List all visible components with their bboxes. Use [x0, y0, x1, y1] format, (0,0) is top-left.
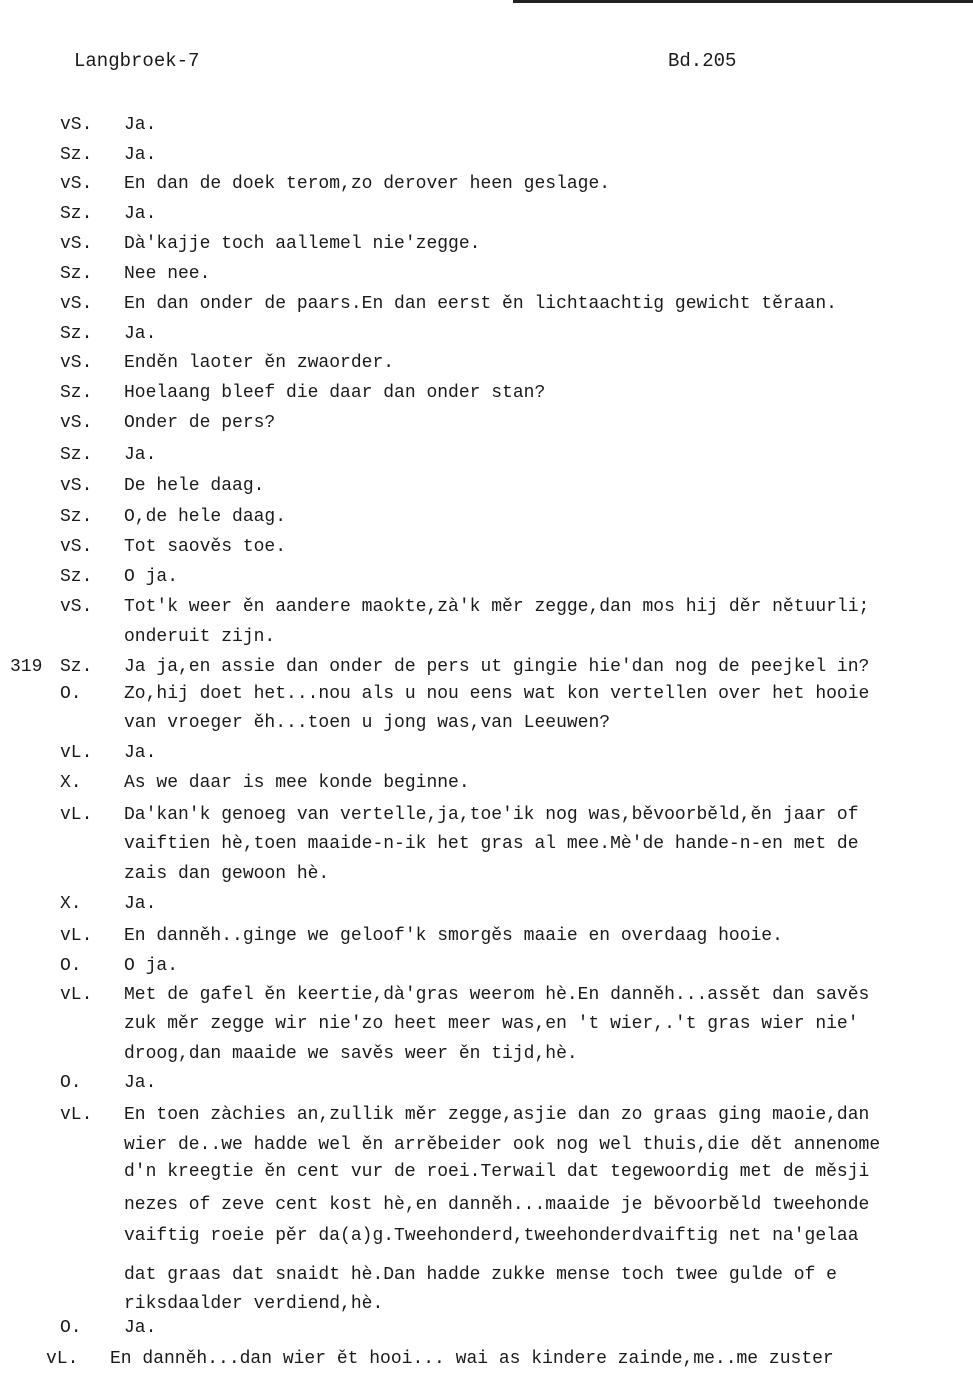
- transcript-line: [0, 1042, 973, 1066]
- utterance-text: En toen zàchies an,zullik měr zegge,asjie dan zo graas ging maoie,dan: [124, 1105, 870, 1125]
- transcript-line: [0, 1316, 973, 1340]
- transcript-line: [0, 232, 973, 256]
- transcript-line: [0, 1224, 973, 1248]
- transcript-line: [0, 832, 973, 856]
- utterance-text: Ja.: [124, 1318, 157, 1338]
- utterance-text: dat graas dat snaidt hè.Dan hadde zukke mense toch twee gulde of e: [124, 1265, 837, 1285]
- page-title: Langbroek-7: [74, 50, 200, 72]
- utterance-text: Enděn laoter ěn zwaorder.: [124, 353, 395, 373]
- utterance-text: Ja.: [124, 324, 157, 344]
- speaker-label: O.: [60, 684, 82, 704]
- transcript-line: [0, 1193, 973, 1217]
- utterance-text: Hoelaang bleef die daar dan onder stan?: [124, 383, 546, 403]
- utterance-text: zais dan gewoon hè.: [124, 864, 330, 884]
- utterance-text: Ja.: [124, 145, 157, 165]
- speaker-label: vS.: [60, 294, 93, 314]
- utterance-text: droog,dan maaide we savěs weer ěn tijd,hè.: [124, 1044, 578, 1064]
- transcript-line: [0, 983, 973, 1007]
- utterance-text: Ja.: [124, 445, 157, 465]
- utterance-text: Tot'k weer ěn aandere maokte,zà'k měr zegge,dan mos hij děr nětuurli;: [124, 597, 870, 617]
- transcript-line: [0, 535, 973, 559]
- speaker-label: vL.: [46, 1349, 79, 1369]
- transcript-line: [0, 411, 973, 435]
- line-marker: 319: [10, 657, 43, 677]
- utterance-text: O,de hele daag.: [124, 507, 287, 527]
- utterance-text: Met de gafel ěn keertie,dà'gras weerom hè.En danněh...assět dan savěs: [124, 985, 870, 1005]
- transcript-line: [0, 1012, 973, 1036]
- transcript-line: [0, 682, 973, 706]
- transcript-line: [0, 655, 973, 679]
- speaker-label: vL.: [60, 926, 93, 946]
- utterance-text: Ja.: [124, 204, 157, 224]
- speaker-label: X.: [60, 773, 82, 793]
- utterance-text: En dan de doek terom,zo derover heen geslage.: [124, 174, 611, 194]
- transcript-line: [0, 1133, 973, 1157]
- transcript-line: [0, 771, 973, 795]
- utterance-text: En danněh..ginge we geloof'k smorgěs maaie en overdaag hooie.: [124, 926, 783, 946]
- utterance-text: Ja ja,en assie dan onder de pers ut gingie hie'dan nog de peejkel in?: [124, 657, 870, 677]
- transcript-line: [0, 565, 973, 589]
- utterance-text: En danněh...dan wier ět hooi... wai as kindere zainde,me..me zuster: [110, 1349, 834, 1369]
- transcript-line: [0, 381, 973, 405]
- utterance-text: En dan onder de paars.En dan eerst ěn lichtaachtig gewicht těraan.: [124, 294, 837, 314]
- speaker-label: vS.: [60, 115, 93, 135]
- speaker-label: Sz.: [60, 204, 93, 224]
- transcript-line: [0, 474, 973, 498]
- utterance-text: wier de..we hadde wel ěn arrěbeider ook nog wel thuis,die dět annenome: [124, 1135, 881, 1155]
- transcript-line: [0, 1347, 973, 1371]
- transcript-line: [0, 1263, 973, 1287]
- transcript-line: [0, 803, 973, 827]
- transcript-line: [0, 1103, 973, 1127]
- transcript-line: [0, 625, 973, 649]
- utterance-text: riksdaalder verdiend,hè.: [124, 1294, 384, 1314]
- utterance-text: Dà'kajje toch aallemel nie'zegge.: [124, 234, 481, 254]
- transcript-line: [0, 1160, 973, 1184]
- transcript-line: [0, 1071, 973, 1095]
- speaker-label: X.: [60, 894, 82, 914]
- speaker-label: O.: [60, 1318, 82, 1338]
- speaker-label: Sz.: [60, 383, 93, 403]
- utterance-text: Da'kan'k genoeg van vertelle,ja,toe'ik nog was,běvoorběld,ěn jaar of: [124, 805, 859, 825]
- speaker-label: Sz.: [60, 657, 93, 677]
- utterance-text: Zo,hij doet het...nou als u nou eens wat kon vertellen over het hooie: [124, 684, 870, 704]
- speaker-label: vS.: [60, 597, 93, 617]
- transcript-line: [0, 505, 973, 529]
- transcript-line: [0, 1292, 973, 1316]
- speaker-label: Sz.: [60, 567, 93, 587]
- utterance-text: Ja.: [124, 115, 157, 135]
- speaker-label: Sz.: [60, 445, 93, 465]
- utterance-text: As we daar is mee konde beginne.: [124, 773, 470, 793]
- utterance-text: O ja.: [124, 956, 179, 976]
- transcript-line: [0, 202, 973, 226]
- speaker-label: vS.: [60, 353, 93, 373]
- speaker-label: vL.: [60, 1105, 93, 1125]
- speaker-label: vS.: [60, 234, 93, 254]
- tape-reference: Bd.205: [668, 50, 737, 72]
- speaker-label: vL.: [60, 743, 93, 763]
- utterance-text: De hele daag.: [124, 476, 265, 496]
- utterance-text: Ja.: [124, 743, 157, 763]
- transcript-line: [0, 262, 973, 286]
- utterance-text: Onder de pers?: [124, 413, 276, 433]
- speaker-label: vS.: [60, 174, 93, 194]
- utterance-text: zuk měr zegge wir nie'zo heet meer was,en 't wier,.'t gras wier nie': [124, 1014, 859, 1034]
- speaker-label: vL.: [60, 805, 93, 825]
- utterance-text: O ja.: [124, 567, 179, 587]
- utterance-text: Ja.: [124, 894, 157, 914]
- speaker-label: Sz.: [60, 507, 93, 527]
- utterance-text: onderuit zijn.: [124, 627, 276, 647]
- utterance-text: vaiftig roeie pěr da(a)g.Tweehonderd,tweehonderdvaiftig net na'gelaa: [124, 1226, 859, 1246]
- utterance-text: van vroeger ěh...toen u jong was,van Leeuwen?: [124, 713, 611, 733]
- transcript-line: [0, 711, 973, 735]
- transcript-line: [0, 322, 973, 346]
- transcript-line: [0, 443, 973, 467]
- transcript-line: [0, 172, 973, 196]
- transcript-line: [0, 113, 973, 137]
- speaker-label: vS.: [60, 476, 93, 496]
- speaker-label: vL.: [60, 985, 93, 1005]
- utterance-text: d'n kreegtie ěn cent vur de roei.Terwail dat tegewoordig met de měsji: [124, 1162, 870, 1182]
- speaker-label: O.: [60, 956, 82, 976]
- speaker-label: Sz.: [60, 324, 93, 344]
- utterance-text: Tot saověs toe.: [124, 537, 287, 557]
- transcript-line: [0, 954, 973, 978]
- transcript-line: [0, 143, 973, 167]
- speaker-label: Sz.: [60, 264, 93, 284]
- transcript-line: [0, 862, 973, 886]
- utterance-text: Ja.: [124, 1073, 157, 1093]
- speaker-label: vS.: [60, 413, 93, 433]
- transcript-line: [0, 924, 973, 948]
- transcript-line: [0, 292, 973, 316]
- speaker-label: O.: [60, 1073, 82, 1093]
- utterance-text: Nee nee.: [124, 264, 211, 284]
- transcript-line: [0, 892, 973, 916]
- transcript-line: [0, 351, 973, 375]
- speaker-label: vS.: [60, 537, 93, 557]
- speaker-label: Sz.: [60, 145, 93, 165]
- utterance-text: nezes of zeve cent kost hè,en danněh...maaide je běvoorběld tweehonde: [124, 1195, 870, 1215]
- transcript-line: [0, 741, 973, 765]
- utterance-text: vaiftien hè,toen maaide-n-ik het gras al mee.Mè'de hande-n-en met de: [124, 834, 859, 854]
- transcript-line: [0, 595, 973, 619]
